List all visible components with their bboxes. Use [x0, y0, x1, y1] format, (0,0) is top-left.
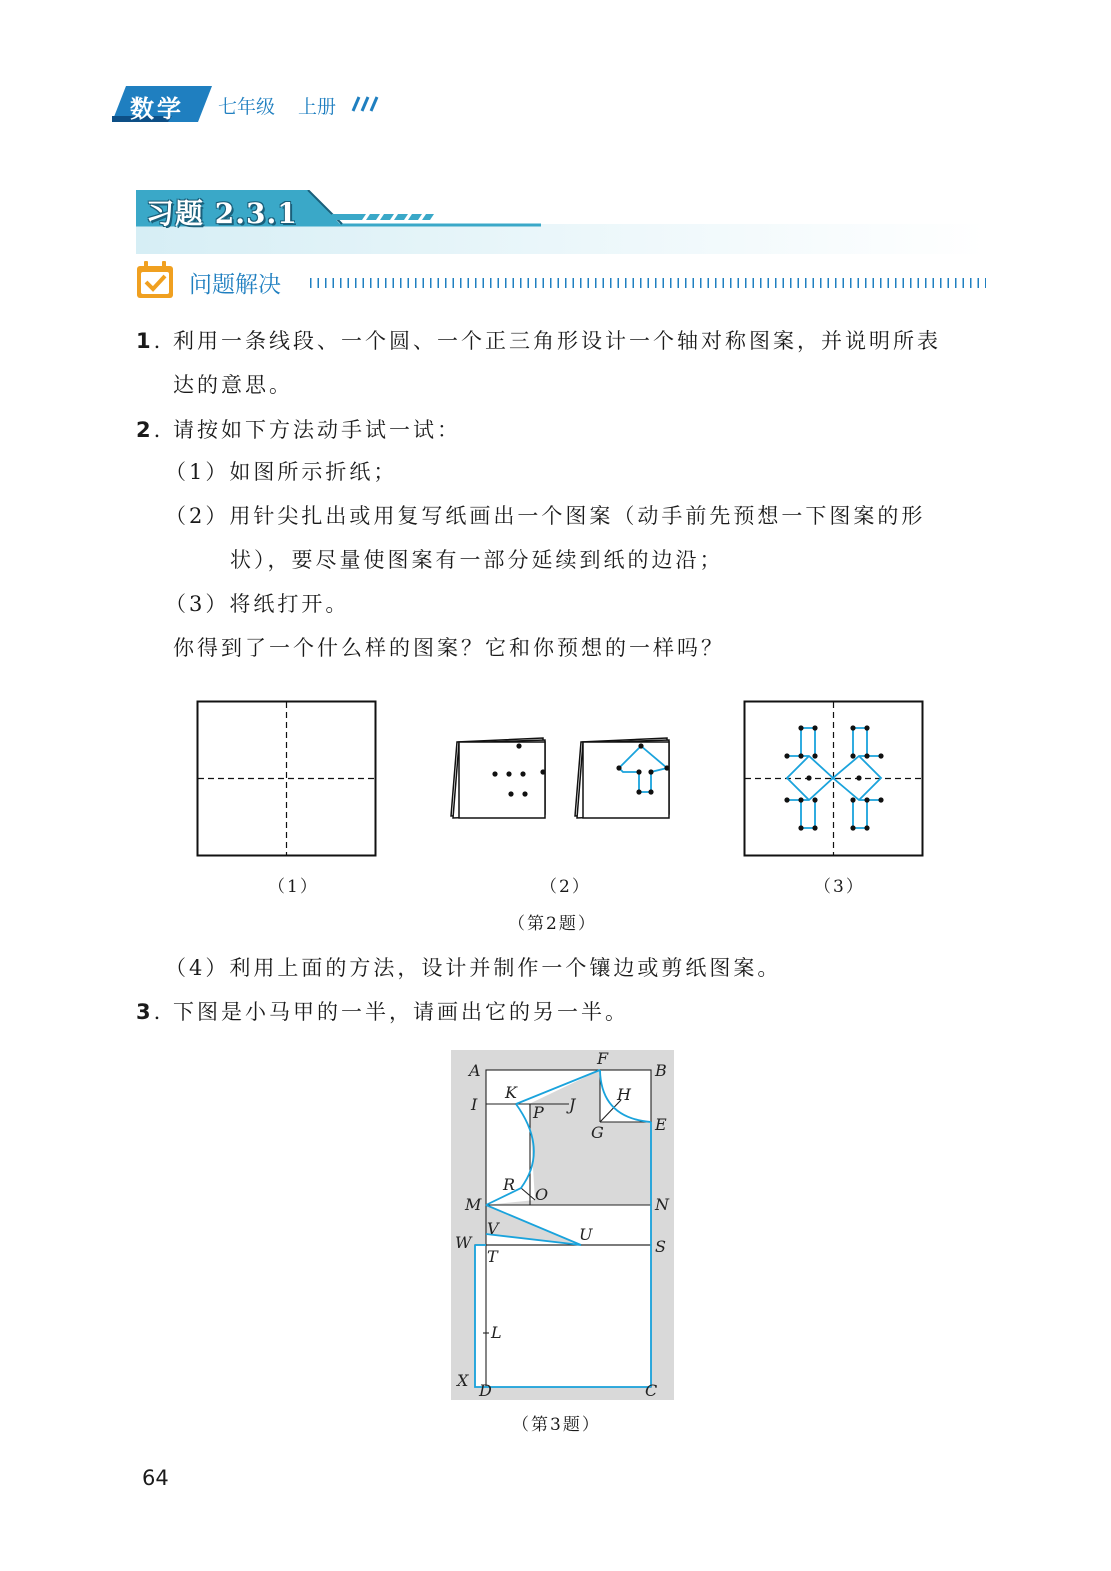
point-label-b: B [655, 1061, 667, 1080]
point-label-w: W [455, 1233, 472, 1252]
figure-2-unfolded-pattern [743, 700, 925, 858]
point-label-t: T [487, 1247, 498, 1266]
figure-2-folded-square [196, 700, 378, 858]
problem-2-step-2-line-2: 状），要尽量使图案有一部分延续到纸的边沿； [230, 548, 724, 572]
figure-2-caption: （第2题） [508, 914, 597, 934]
problem-2-intro: 请按如下方法动手试一试： [172, 418, 461, 442]
page-number: 64 [142, 1466, 169, 1490]
problem-2-step-3: （3）将纸打开。 [165, 592, 350, 616]
problem-3-text: 下图是小马甲的一半，请画出它的另一半。 [172, 1000, 629, 1024]
point-label-g: G [591, 1123, 604, 1142]
point-label-a: A [469, 1061, 481, 1080]
problem-1-line-2: 达的意思。 [173, 373, 293, 397]
point-label-n: N [655, 1195, 669, 1214]
point-label-m: M [465, 1195, 482, 1214]
point-label-r: R [503, 1175, 516, 1194]
figure-2-sub-caption-2: （2） [540, 877, 591, 897]
header-volume: 上册 [298, 96, 337, 118]
calendar-check-icon [136, 261, 174, 299]
figure-2-sub-caption-1: （1） [268, 877, 319, 897]
point-label-i: I [471, 1095, 478, 1114]
figure-3-vest-pattern [451, 1050, 674, 1400]
problem-3: 3. 下图是小马甲的一半，请画出它的另一半。 [136, 1000, 629, 1024]
figure-2-pricked-paper [443, 734, 675, 822]
problem-2-step-4: （4）利用上面的方法，设计并制作一个镶边或剪纸图案。 [165, 956, 782, 980]
header-subject: 数学 [130, 95, 184, 123]
problem-3-number: 3 [136, 1000, 154, 1024]
point-label-e: E [655, 1115, 667, 1134]
point-label-p: P [533, 1103, 544, 1122]
point-label-l: L [491, 1323, 502, 1342]
point-label-d: D [479, 1381, 492, 1400]
point-label-s: S [655, 1237, 666, 1256]
point-label-h: H [617, 1085, 631, 1104]
problem-1: 1. 利用一条线段、一个圆、一个正三角形设计一个轴对称图案，并说明所表 [136, 329, 941, 353]
header-slash-decoration [345, 95, 381, 113]
point-label-f: F [597, 1050, 609, 1068]
figure-2-sub-caption-3: （3） [814, 877, 865, 897]
point-label-x: X [457, 1371, 469, 1390]
section-title: 问题解决 [189, 272, 281, 298]
section-dotted-rule [310, 278, 986, 288]
header-grade: 七年级 [218, 96, 276, 118]
problem-2: 2. 请按如下方法动手试一试： [136, 418, 461, 442]
problem-2-number: 2 [136, 418, 154, 442]
point-label-o: O [535, 1185, 549, 1204]
point-label-c: C [645, 1381, 658, 1400]
problem-2-question: 你得到了一个什么样的图案？它和你预想的一样吗？ [173, 636, 725, 660]
point-label-k: K [505, 1083, 517, 1102]
figure-3-caption: （第3题） [512, 1415, 601, 1435]
problem-2-step-2-line-1: （2）用针尖扎出或用复写纸画出一个图案（动手前先预想一下图案的形 [165, 504, 926, 528]
exercise-title: 习题 2.3.1 [146, 197, 298, 230]
point-label-v: V [487, 1219, 499, 1238]
point-label-u: U [579, 1225, 593, 1244]
problem-1-number: 1 [136, 329, 154, 353]
problem-2-step-1: （1）如图所示折纸； [165, 460, 398, 484]
problem-1-line-1: 利用一条线段、一个圆、一个正三角形设计一个轴对称图案，并说明所表 [172, 329, 941, 353]
point-label-j: J [569, 1095, 576, 1114]
